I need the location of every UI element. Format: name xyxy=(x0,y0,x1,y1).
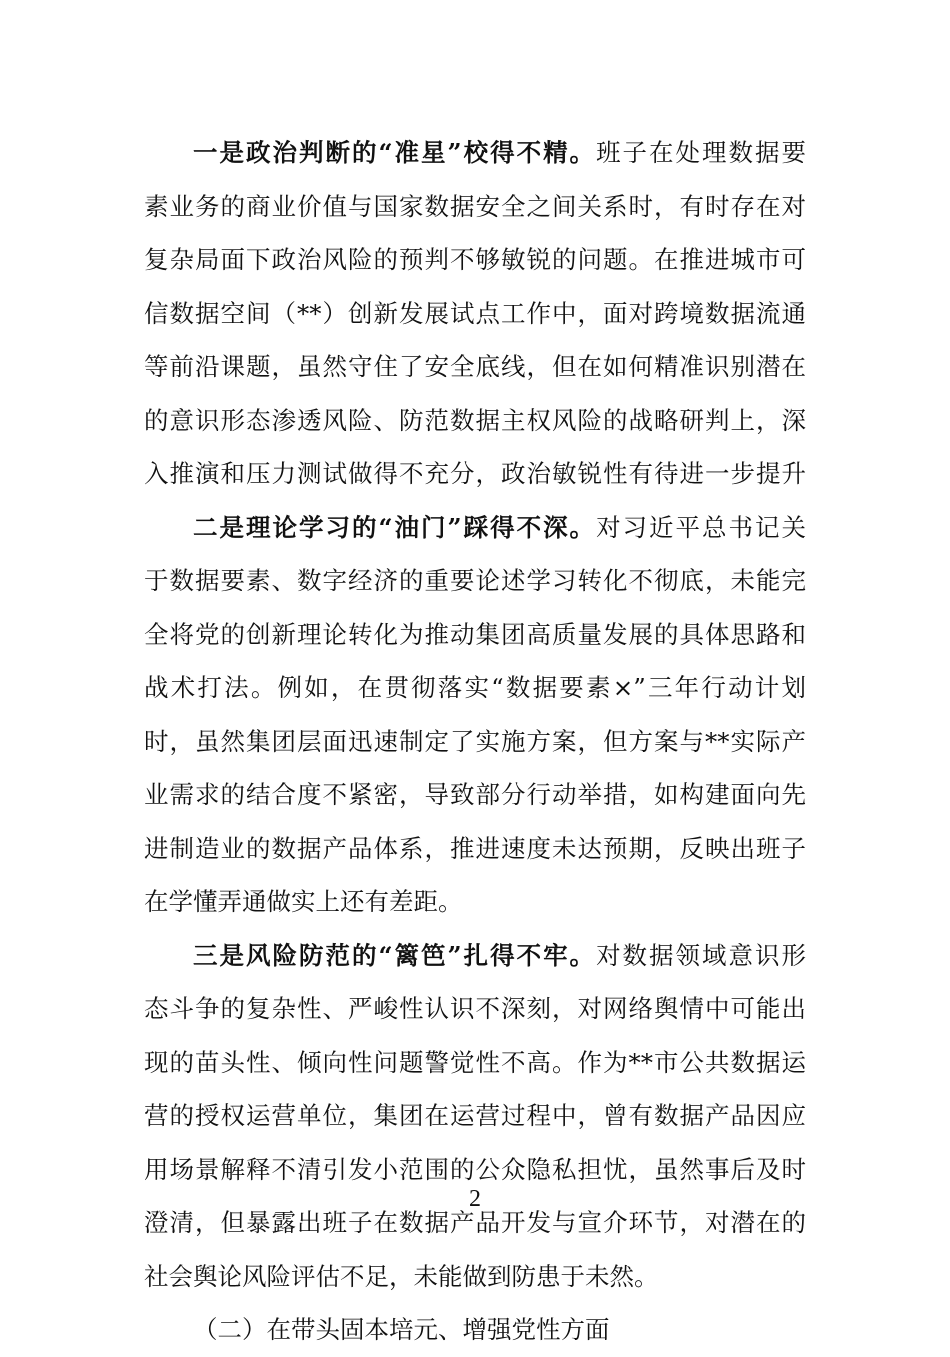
paragraph-theory-study xyxy=(144,501,806,929)
paragraph-line: 态斗争的复杂性、严峻性认识不深刻，对网络舆情中可能出 xyxy=(144,994,806,1023)
paragraph-line: 在学懂弄通做实上还有差距。 xyxy=(144,887,463,916)
paragraph-line: 的意识形态渗透风险、防范数据主权风险的战略研判上，深 xyxy=(144,405,806,435)
paragraph-line: 社会舆论风险评估不足，未能做到防患于未然。 xyxy=(144,1261,659,1291)
paragraph-line: 一是政治判断的“准星”校得不精。班子在处理数据要 xyxy=(193,138,807,167)
paragraph-line: 二是理论学习的“油门”踩得不深。对习近平总书记关 xyxy=(193,512,807,542)
paragraph-line: 业需求的结合度不紧密，导致部分行动举措，如构建面向先 xyxy=(144,780,806,809)
paragraph-line: 进制造业的数据产品体系，推进速度未达预期，反映出班子 xyxy=(144,833,806,863)
paragraph-line: 等前沿课题，虽然守住了安全底线，但在如何精准识别潜在 xyxy=(144,352,806,381)
page-body xyxy=(144,126,806,1357)
paragraph-risk-prevention xyxy=(144,929,806,1304)
page-number: 2 xyxy=(469,1186,481,1212)
paragraph-line: 时，虽然集团层面迅速制定了实施方案，但方案与**实际产 xyxy=(144,726,806,756)
paragraph-lead: 一是政治判断的“准星”校得不精。 xyxy=(193,138,597,167)
paragraph-line: 营的授权运营单位，集团在运营过程中，曾有数据产品因应 xyxy=(144,1101,806,1130)
paragraph-line: 入推演和压力测试做得不充分，政治敏锐性有待进一步提升 xyxy=(144,459,806,488)
paragraph-line: 素业务的商业价值与国家数据安全之间关系时，有时存在对 xyxy=(144,191,806,221)
paragraph-line: 三是风险防范的“篱笆”扎得不牢。对数据领域意识形 xyxy=(193,940,807,970)
paragraph-line: 澄清，但暴露出班子在数据产品开发与宣介环节，对潜在的 xyxy=(144,1208,806,1237)
paragraph-line: 现的苗头性、倾向性问题警觉性不高。作为**市公共数据运 xyxy=(144,1047,806,1077)
paragraph-line: 复杂局面下政治风险的预判不够敏锐的问题。在推进城市可 xyxy=(144,245,806,274)
paragraph-line: 战术打法。例如，在贯彻落实“数据要素×”三年行动计划 xyxy=(144,673,806,702)
paragraph-lead: 二是理论学习的“油门”踩得不深。 xyxy=(193,512,597,542)
paragraph-line: 用场景解释不清引发小范围的公众隐私担忧，虽然事后及时 xyxy=(144,1154,806,1184)
paragraph-lead: 三是风险防范的“篱笆”扎得不牢。 xyxy=(193,940,597,970)
paragraph-line: 信数据空间（**）创新发展试点工作中，面对跨境数据流通 xyxy=(144,298,806,328)
paragraph-line: 全将党的创新理论转化为推动集团高质量发展的具体思路和 xyxy=(144,619,806,649)
paragraph-political-judgment xyxy=(144,126,806,501)
section-heading: （二）在带头固本培元、增强党性方面 xyxy=(193,1315,610,1344)
paragraph-line: 于数据要素、数字经济的重要论述学习转化不彻底，未能完 xyxy=(144,566,806,595)
